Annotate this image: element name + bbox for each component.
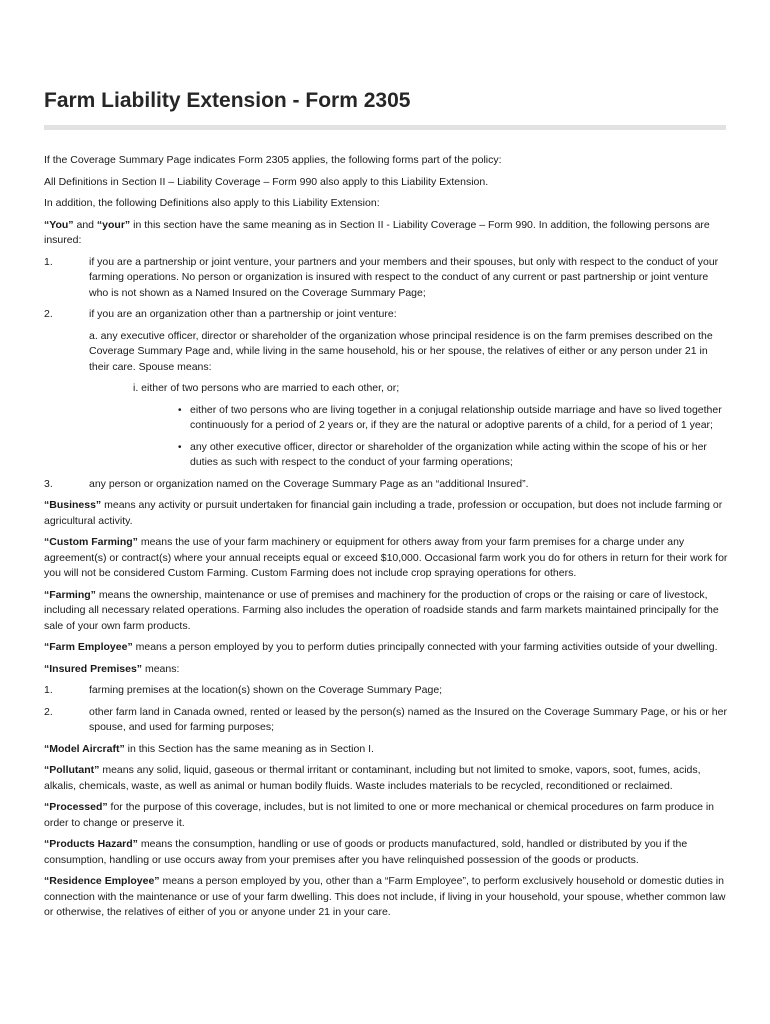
definition-term: “Products Hazard” bbox=[44, 838, 138, 850]
definition-text: in this section have the same meaning as in Section II - Liability Coverage – Form 990. In addition, the following persons are insured: bbox=[44, 218, 710, 246]
list-item bbox=[44, 705, 728, 736]
definition-pollutant bbox=[44, 763, 728, 794]
definition-farming bbox=[44, 588, 728, 635]
definition-custom-farming bbox=[44, 535, 728, 582]
list-item bbox=[44, 307, 728, 323]
list-number: 1. bbox=[44, 255, 53, 268]
definition-farm-employee bbox=[44, 640, 728, 656]
document-body bbox=[44, 153, 728, 927]
bullet-text: either of two persons who are living together in a conjugal relationship outside marriage and have so lived together continuously for a period of 2 years or, if they are the natural or adoptive parents of a child, for a period of 1 year; bbox=[190, 403, 722, 431]
definition-text: means a person employed by you to perform duties principally connected with your farming activities outside of your dwelling. bbox=[132, 641, 718, 653]
definition-text: means the ownership, maintenance or use of premises and machinery for the production of crops or the raising or care of livestock, including all necessary related operations. Farming also includes the operation of roadside stands and farm markets maintained principally for the sale of your own farm products. bbox=[44, 588, 719, 632]
list-text: other farm land in Canada owned, rented or leased by the person(s) named as the Insured on the Coverage Summary Page, or his or her spouse, and used for farming purposes; bbox=[89, 705, 727, 733]
definition-text: means any activity or pursuit undertaken for financial gain including a trade, profession or occupation, but does not include farming or agricultural activity. bbox=[44, 499, 723, 527]
list-item bbox=[44, 477, 728, 493]
sub-item-a: a. any executive officer, director or shareholder of the organization whose principal residence is on the farm premises described on the Coverage Summary Page and, while living in the same household, his or her spouse, the relatives of either or any person under 21 in their care. Spouse means: bbox=[89, 329, 713, 373]
list-text: if you are a partnership or joint venture, your partners and your members and their spouses, but only with respect to the conduct of your farming operations. No person or organization is insured with respect to the conduct of any current or past partnership or joint venture who is not shown as a Named Insured on the Coverage Summary Page; bbox=[89, 255, 719, 299]
bullet-text: any other executive officer, director or shareholder of the organization while acting within the scope of his or her duties as such with respect to the conduct of your farming operations; bbox=[190, 440, 707, 468]
definition-products-hazard bbox=[44, 837, 728, 868]
list-number: 1. bbox=[44, 684, 53, 696]
intro-paragraph: All Definitions in Section II – Liability Coverage – Form 990 also apply to this Liability Extension. bbox=[44, 175, 489, 188]
bullet-icon: • bbox=[178, 441, 182, 453]
definition-text: means a person employed by you, other than a “Farm Employee”, to perform exclusively household or domestic duties in connection with the maintenance or use of your farm dwelling. This does not include, if living in your household, your spouse, whether common law or otherwise, the relatives of either of you or anyone under 21 in your care. bbox=[44, 875, 726, 918]
list-text: if you are an organization other than a partnership or joint venture: bbox=[89, 308, 397, 320]
list-number: 2. bbox=[44, 705, 53, 718]
definition-processed bbox=[44, 800, 728, 831]
sub-item-i: i. either of two persons who are married to each other, or; bbox=[133, 382, 400, 394]
intro-paragraph: If the Coverage Summary Page indicates Form 2305 applies, the following forms part of the policy: bbox=[44, 154, 502, 166]
definition-model-aircraft bbox=[44, 742, 728, 758]
definition-residence-employee bbox=[44, 874, 728, 921]
definition-term: “Pollutant” bbox=[44, 764, 100, 776]
definition-term: “Model Aircraft” bbox=[44, 742, 125, 755]
definition-text: means the consumption, handling or use of goods or products manufactured, sold, handled or distributed by you if the consumption, handling or use occurs away from your premises after you have relinquished possession of the goods or products. bbox=[44, 838, 688, 866]
definition-term: “your” bbox=[96, 218, 131, 231]
definition-term: “Business” bbox=[44, 499, 102, 511]
definition-insured-premises bbox=[44, 662, 728, 678]
connector-text: and bbox=[73, 218, 97, 231]
definition-text: in this Section has the same meaning as in Section I. bbox=[124, 742, 374, 755]
list-number: 2. bbox=[44, 308, 53, 320]
definition-term: “Processed” bbox=[44, 801, 108, 813]
title-divider bbox=[44, 125, 726, 130]
list-text: any person or organization named on the Coverage Summary Page as an “additional Insured”. bbox=[89, 477, 529, 490]
definition-term: “You” bbox=[44, 218, 74, 231]
definition-text: means: bbox=[142, 662, 180, 675]
definition-text: means any solid, liquid, gaseous or thermal irritant or contaminant, including but not limited to smoke, vapors, soot, fumes, acids, alkalis, chemicals, waste, as well as animal or human bodily fluids. Waste includes materials to be recycled, reconditioned or reclaimed. bbox=[44, 764, 701, 792]
definition-text: means the use of your farm machinery or equipment for others away from your farm premises for a charge under any agreement(s) or contract(s) where your annual receipts equal or exceed $10,000. Occasional farm work you do for others in return for their work for you will not be considered Custom Farming. Custom Farming does not include crop spraying operations for others. bbox=[44, 536, 728, 579]
page-title: Farm Liability Extension - Form 2305 bbox=[44, 89, 411, 112]
definition-you bbox=[44, 218, 728, 249]
definition-term: “Residence Employee” bbox=[44, 875, 160, 887]
definition-term: “Farming” bbox=[44, 588, 96, 601]
definition-business bbox=[44, 498, 728, 529]
intro-paragraph: In addition, the following Definitions also apply to this Liability Extension: bbox=[44, 197, 380, 209]
list-item bbox=[44, 255, 728, 302]
list-number: 3. bbox=[44, 477, 53, 490]
definition-text: for the purpose of this coverage, includes, but is not limited to one or more mechanical or chemical procedures on farm produce in order to change or preserve it. bbox=[44, 801, 715, 829]
list-text: farming premises at the location(s) shown on the Coverage Summary Page; bbox=[89, 684, 443, 696]
list-item bbox=[44, 683, 728, 699]
bullet-icon: • bbox=[178, 404, 182, 416]
definition-term: “Farm Employee” bbox=[44, 641, 133, 653]
definition-term: “Custom Farming” bbox=[44, 536, 138, 548]
definition-term: “Insured Premises” bbox=[44, 662, 143, 675]
bullet-item bbox=[178, 440, 728, 471]
bullet-item bbox=[178, 403, 728, 434]
